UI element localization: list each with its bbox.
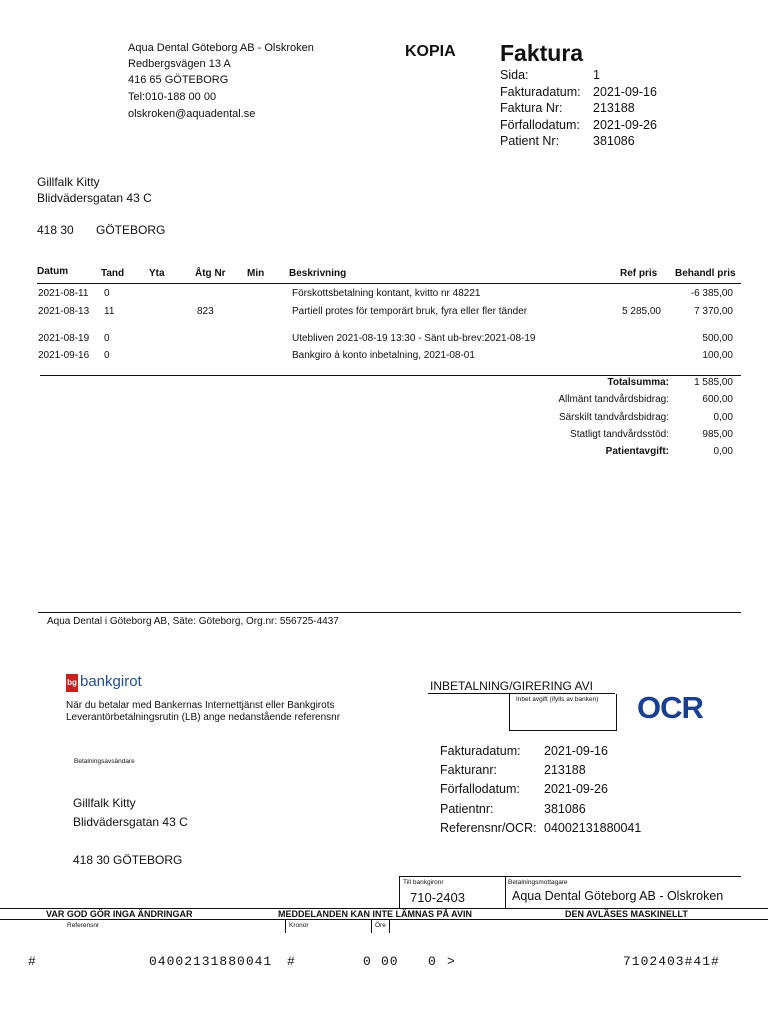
sender-city: 418 30 GÖTEBORG bbox=[73, 853, 183, 867]
header-field-label: Fakturadatum: bbox=[500, 84, 581, 99]
header-field-label: Patient Nr: bbox=[500, 134, 560, 149]
giro-field-label: Fakturanr: bbox=[440, 763, 497, 778]
cell-ref-price: 5 285,00 bbox=[622, 306, 661, 317]
cell-date: 2021-08-19 bbox=[38, 333, 90, 344]
bankgirot-mark-icon: bg bbox=[66, 674, 78, 692]
cell-treatment-price: 7 370,00 bbox=[694, 306, 733, 317]
copy-label: KOPIA bbox=[405, 43, 456, 60]
total-label: Särskilt tandvårdsbidrag: bbox=[558, 411, 669, 423]
total-label: Allmänt tandvårdsbidrag: bbox=[558, 394, 669, 406]
ore-divider bbox=[371, 919, 372, 933]
cell-tooth: 0 bbox=[104, 288, 110, 299]
ocr-arrow: > bbox=[447, 954, 456, 969]
giro-field-value: 2021-09-16 bbox=[544, 744, 608, 758]
header-field-value: 2021-09-26 bbox=[593, 117, 657, 132]
cell-description: Partiell protes för temporärt bruk, fyra eller fler tänder bbox=[292, 306, 528, 317]
total-value: 0,00 bbox=[713, 446, 733, 458]
company-name: Aqua Dental Göteborg AB - Olskroken bbox=[128, 42, 314, 54]
table-row bbox=[0, 286, 768, 302]
total-value: 600,00 bbox=[702, 394, 733, 406]
bankgiro-box-top bbox=[399, 876, 741, 877]
ocr-reference: 04002131880041 bbox=[149, 954, 273, 969]
cell-tooth: 0 bbox=[104, 350, 110, 361]
bankgiro-box-left bbox=[399, 876, 400, 908]
total-value: 0,00 bbox=[713, 411, 733, 423]
cell-description: Utebliven 2021-08-19 13:30 - Sänt ub-brev:2021-08-19 bbox=[292, 333, 536, 344]
bankgiro-number-label: Till bankgironr bbox=[403, 879, 444, 886]
table-row bbox=[0, 304, 768, 320]
ocr-hash-start: # bbox=[28, 954, 37, 969]
notice-rule-bottom bbox=[0, 919, 768, 920]
footer-rule bbox=[38, 612, 741, 613]
ocr-logo: OCR bbox=[637, 690, 703, 725]
cell-measure: 823 bbox=[197, 306, 214, 317]
giro-field-value: 381086 bbox=[544, 801, 586, 816]
col-ref-price: Ref pris bbox=[620, 268, 658, 279]
col-date: Datum bbox=[37, 266, 69, 277]
notice-no-messages: MEDDELANDEN KAN INTE LÄMNAS PÅ AVIN bbox=[278, 909, 473, 919]
ocr-kronor: 0 bbox=[363, 954, 372, 969]
cell-date: 2021-08-13 bbox=[38, 306, 90, 317]
col-surface: Yta bbox=[149, 268, 165, 279]
recipient-street: Blidvädersgatan 43 C bbox=[37, 191, 152, 205]
header-field-value: 1 bbox=[593, 68, 600, 82]
total-label: Statligt tandvårdsstöd: bbox=[570, 428, 669, 440]
ocr-hash-mid: # bbox=[287, 954, 296, 969]
company-email: olskroken@aquadental.se bbox=[128, 108, 256, 120]
table-row bbox=[0, 331, 768, 347]
total-label: Totalsumma: bbox=[607, 377, 669, 388]
header-field-value: 381086 bbox=[593, 134, 635, 149]
giro-field-value: 04002131880041 bbox=[544, 820, 642, 835]
header-field-label: Förfallodatum: bbox=[500, 117, 580, 132]
giro-field-label: Fakturadatum: bbox=[440, 744, 521, 758]
kronor-label: Kronor bbox=[289, 922, 309, 929]
cell-treatment-price: 100,00 bbox=[702, 350, 733, 361]
total-value: 985,00 bbox=[702, 428, 733, 440]
table-bottom-rule bbox=[40, 375, 741, 376]
giro-field-label: Förfallodatum: bbox=[440, 782, 520, 797]
sender-street: Blidvädersgatan 43 C bbox=[73, 815, 188, 829]
ore-divider-right bbox=[389, 919, 390, 933]
cell-date: 2021-09-16 bbox=[38, 350, 90, 361]
header-field-label: Faktura Nr: bbox=[500, 101, 563, 116]
payee-name: Aqua Dental Göteborg AB - Olskroken bbox=[512, 889, 724, 903]
cell-tooth: 0 bbox=[104, 333, 110, 344]
ocr-account: 7102403#41# bbox=[623, 954, 720, 969]
cell-description: Bankgiro à konto inbetalning, 2021-08-01 bbox=[292, 350, 475, 361]
total-label: Patientavgift: bbox=[605, 446, 669, 458]
sender-name: Gillfalk Kitty bbox=[73, 796, 136, 810]
ocr-check-digit: 0 bbox=[428, 954, 437, 969]
giro-field-value: 213188 bbox=[544, 763, 586, 778]
bank-fee-label: Inbet avgift (ifylls av banken) bbox=[516, 696, 599, 703]
recipient-postcode: 418 30 bbox=[37, 223, 74, 237]
giro-form-title: INBETALNING/GIRERING AVI bbox=[430, 679, 593, 693]
table-header-rule bbox=[37, 283, 741, 284]
kronor-divider bbox=[285, 919, 286, 933]
table-row bbox=[0, 348, 768, 364]
giro-field-label: Patientnr: bbox=[440, 801, 494, 816]
col-treatment-price: Behandl pris bbox=[675, 268, 736, 279]
header-field-value: 2021-09-16 bbox=[593, 84, 657, 99]
company-street: Redbergsvägen 13 A bbox=[128, 58, 231, 70]
cell-description: Förskottsbetalning kontant, kvitto nr 48221 bbox=[292, 288, 481, 299]
cell-treatment-price: 500,00 bbox=[702, 333, 733, 344]
giro-instruction-line2: Leverantörbetalningsrutin (LB) ange nedanstående referensnr bbox=[66, 712, 341, 723]
cell-tooth: 11 bbox=[104, 306, 115, 317]
company-city: 416 65 GÖTEBORG bbox=[128, 74, 229, 86]
recipient-name: Gillfalk Kitty bbox=[37, 175, 100, 189]
bank-fee-box bbox=[509, 694, 617, 731]
ore-label: Öre bbox=[375, 922, 386, 929]
giro-instruction-line1: När du betalar med Bankernas Internettjänst eller Bankgirots bbox=[66, 700, 335, 711]
reference-field-label: Referensnr bbox=[67, 922, 100, 929]
header-field-label: Sida: bbox=[500, 68, 529, 82]
giro-field-value: 2021-09-26 bbox=[544, 782, 608, 797]
payee-label: Betalningsmottagare bbox=[508, 879, 568, 886]
footer-company-info: Aqua Dental i Göteborg AB, Säte: Göteborg, Org.nr: 556725-4437 bbox=[47, 616, 339, 627]
col-description: Beskrivning bbox=[289, 268, 347, 279]
ocr-ore: 00 bbox=[381, 954, 399, 969]
notice-machine-read: DEN AVLÄSES MASKINELLT bbox=[565, 909, 688, 919]
giro-field-label: Referensnr/OCR: bbox=[440, 820, 537, 835]
bankgiro-box-divider bbox=[505, 876, 506, 908]
cell-treatment-price: -6 385,00 bbox=[690, 288, 733, 299]
bankgirot-logo-text: bankgirot bbox=[80, 673, 142, 690]
col-measure: Åtg Nr bbox=[195, 268, 226, 279]
total-value: 1 585,00 bbox=[694, 377, 733, 388]
header-field-value: 213188 bbox=[593, 101, 635, 116]
invoice-title: Faktura bbox=[500, 40, 584, 66]
col-tooth: Tand bbox=[101, 268, 125, 279]
col-min: Min bbox=[247, 268, 265, 279]
company-phone: Tel:010-188 00 00 bbox=[128, 91, 217, 103]
sender-label: Betalningsavsändare bbox=[74, 758, 135, 765]
recipient-city: GÖTEBORG bbox=[96, 223, 166, 237]
notice-no-changes: VAR GOD GÖR INGA ÄNDRINGAR bbox=[46, 909, 193, 919]
cell-date: 2021-08-11 bbox=[38, 288, 89, 299]
bankgiro-number: 710-2403 bbox=[410, 890, 465, 905]
